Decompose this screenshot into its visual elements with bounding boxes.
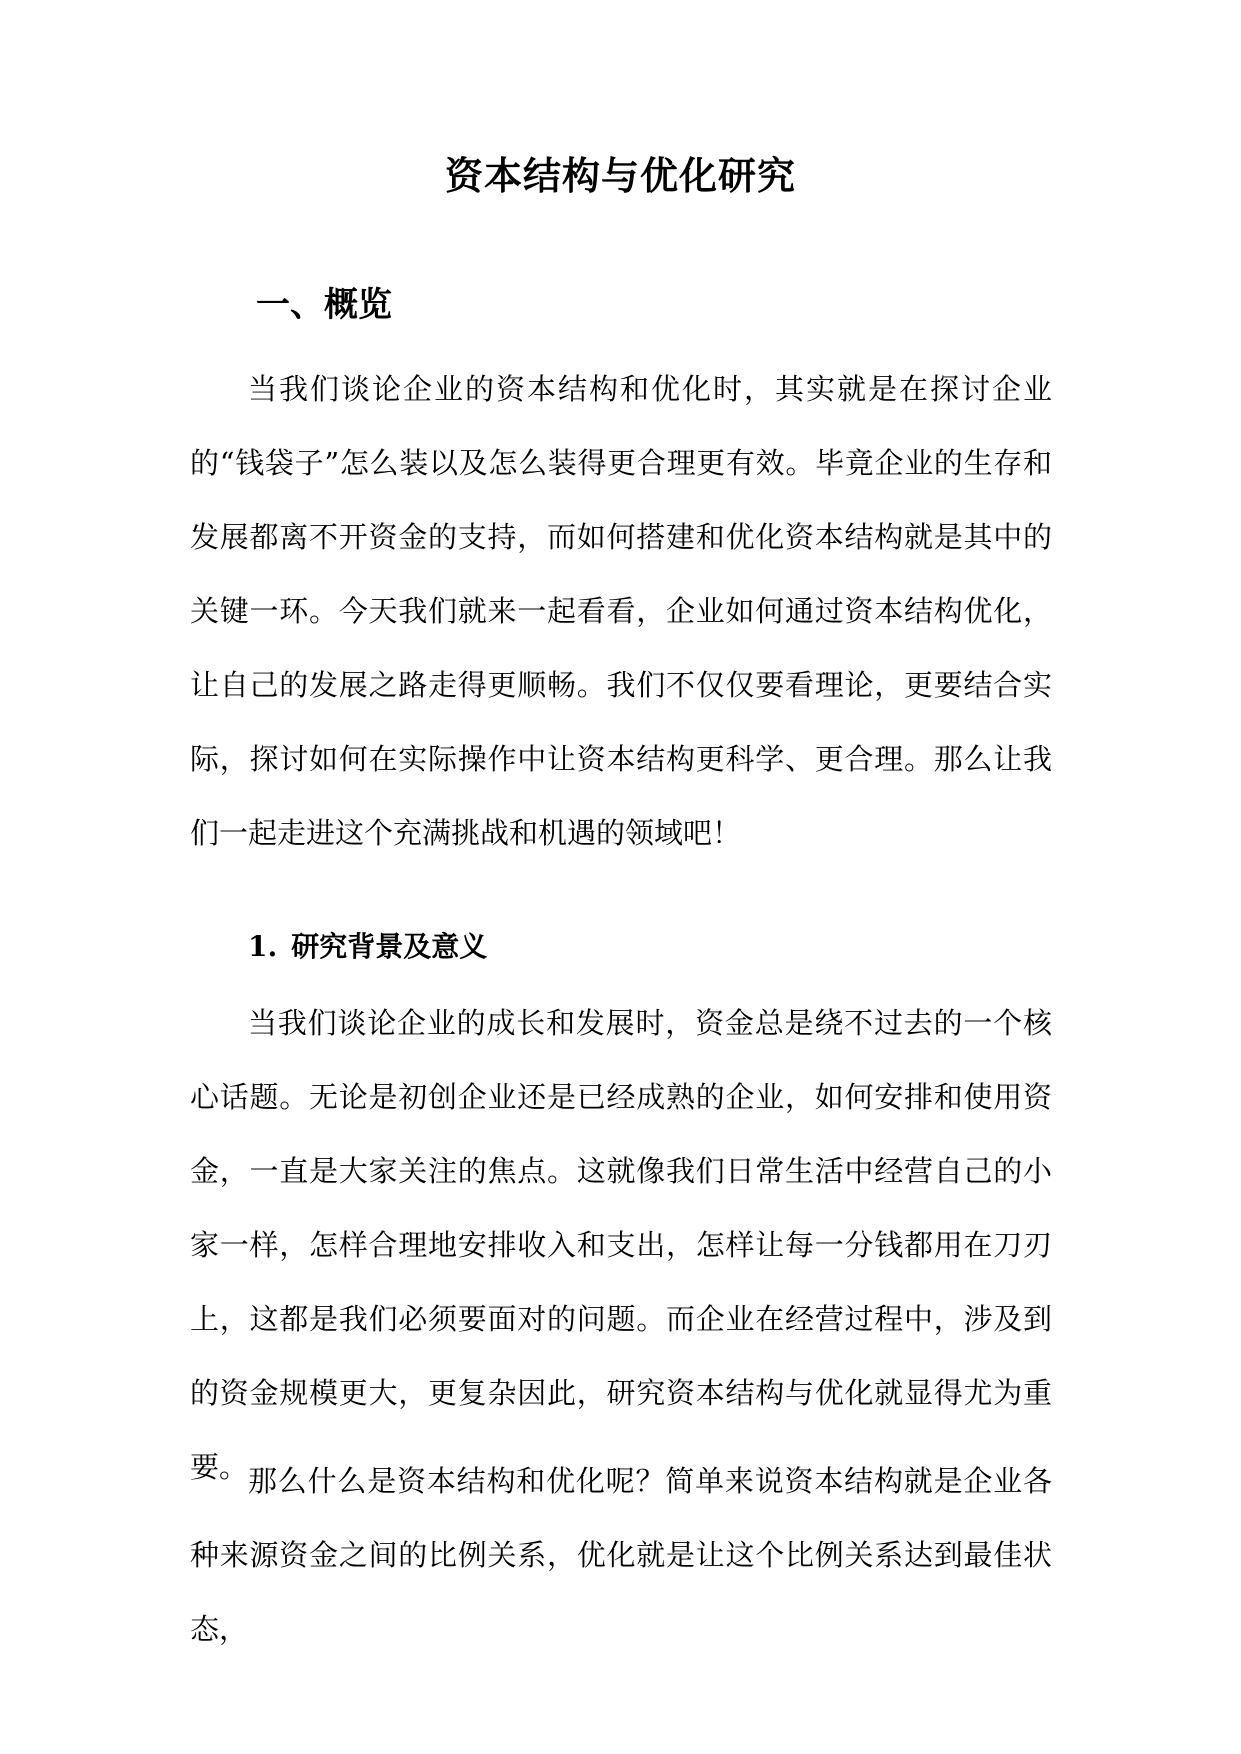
background-paragraph-2: 那么什么是资本结构和优化呢？简单来说资本结构就是企业各种来源资金之间的比例关系，优化就是让这个比例关系达到最佳状态， bbox=[190, 1464, 1052, 1646]
section-heading-overview: 一、概览 bbox=[256, 285, 392, 325]
subsection-heading-background bbox=[248, 925, 487, 969]
background-paragraph-1: 当我们谈论企业的成长和发展时，资金总是绕不过去的一个核心话题。无论是初创企业还是已经成熟的企业，如何安排和使用资金，一直是大家关注的焦点。这就像我们日常生活中经营自己的小家一样，怎样合理地安排收入和支出，怎样让每一分钱都用在刀刃上，这都是我们必须要面对的问题。而企业在经营过程中，涉及到的资金规模更大，更复杂因此，研究资本结构与优化就显得尤为重要。 bbox=[190, 1006, 1052, 1484]
overview-paragraph: 当我们谈论企业的资本结构和优化时，其实就是在探讨企业的“钱袋子”怎么装以及怎么装得更合理更有效。毕竟企业的生存和发展都离不开资金的支持，而如何搭建和优化资本结构就是其中的关键一环。今天我们就来一起看看，企业如何通过资本结构优化，让自己的发展之路走得更顺畅。我们不仅仅要看理论，更要结合实际，探讨如何在实际操作中让资本结构更科学、更合理。那么让我们一起走进这个充满挑战和机遇的领域吧！ bbox=[190, 372, 1052, 850]
subsection-number: 1. bbox=[248, 930, 278, 963]
subsection-title: 研究背景及意义 bbox=[291, 930, 488, 963]
document-title: 资本结构与优化研究 bbox=[444, 153, 796, 198]
